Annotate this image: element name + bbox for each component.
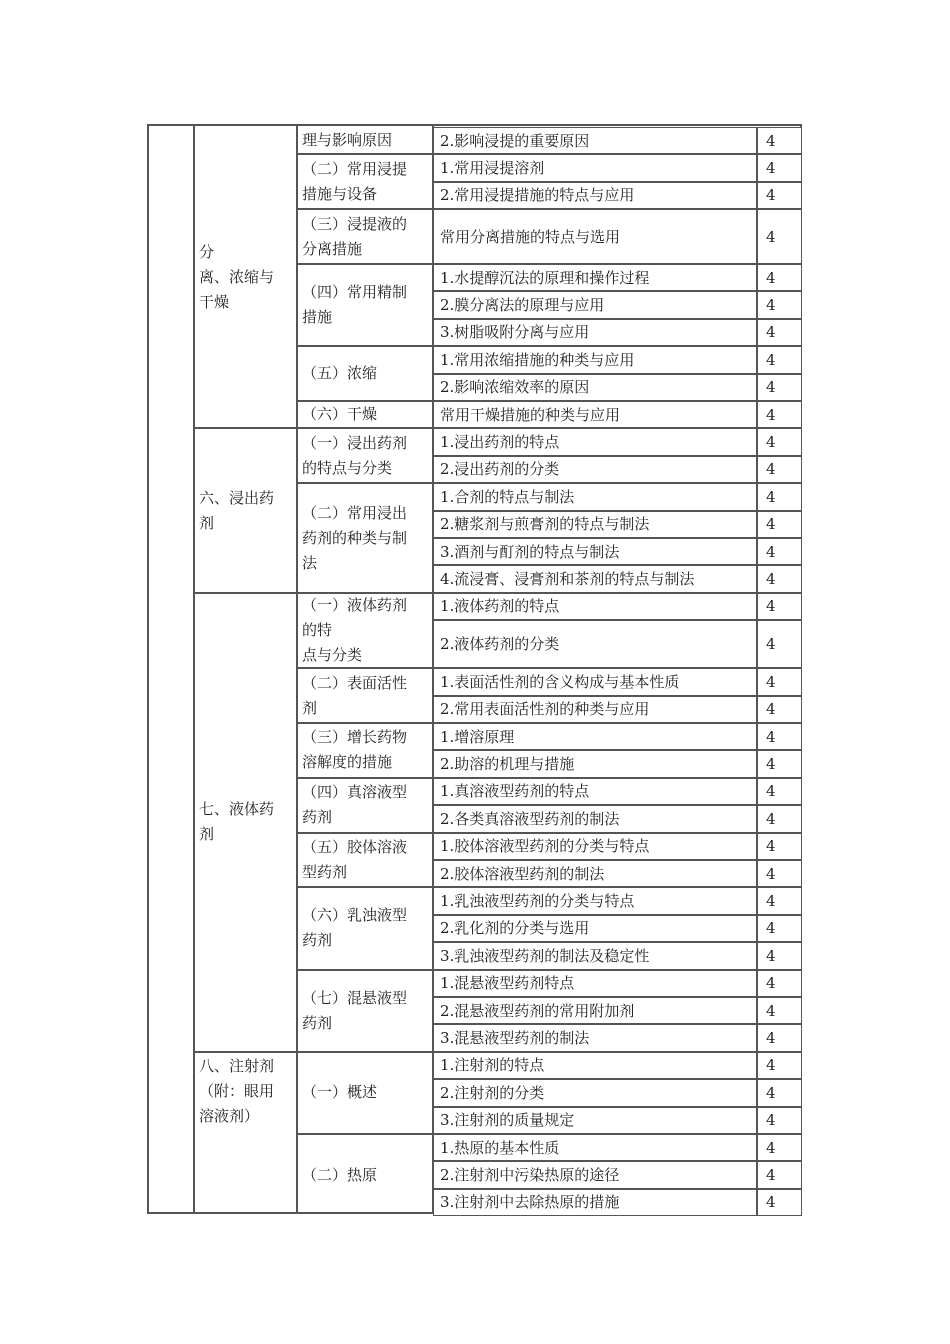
- section-title: [193, 1054, 296, 1129]
- table-divider: [296, 969, 433, 971]
- item-text-cell: 2.糖浆剂与煎膏剂的特点与制法: [433, 511, 757, 538]
- subsection-title: [296, 212, 433, 262]
- subsection-title-line: 药剂的种类与制: [302, 528, 408, 547]
- item-hours-cell: 4: [757, 620, 802, 668]
- item-hours-cell: 4: [757, 750, 802, 777]
- item-hours-cell: 4: [757, 127, 802, 154]
- subsection-title-line: 措施与设备: [302, 184, 378, 203]
- table-divider: [296, 345, 433, 347]
- subsection-title-line: 措施: [302, 308, 333, 327]
- item-hours-cell: 4: [757, 319, 802, 346]
- subsection-title-line: （二）常用浸出: [302, 503, 408, 522]
- item-text-cell: 1.常用浸提溶剂: [433, 154, 757, 181]
- table-divider: [296, 263, 433, 265]
- item-text-cell: 常用分离措施的特点与选用: [433, 209, 757, 264]
- section-title-line: 八、注射剂: [199, 1056, 275, 1075]
- subsection-title-line: （六）乳浊液型: [302, 906, 408, 925]
- item-hours-cell: 4: [757, 346, 802, 373]
- table-divider: [296, 667, 433, 669]
- item-hours-cell: 4: [757, 593, 802, 620]
- item-text-cell: 3.酒剂与酊剂的特点与制法: [433, 538, 757, 565]
- section-title-line: 六、浸出药: [199, 488, 275, 507]
- item-hours-cell: 4: [757, 374, 802, 401]
- item-hours-cell: 4: [757, 182, 802, 209]
- item-hours-cell: 4: [757, 538, 802, 565]
- section-title-line: 分: [199, 243, 215, 262]
- section-title-line: 溶液剂）: [199, 1106, 260, 1125]
- section-title: [193, 486, 296, 536]
- subsection-title: [296, 501, 433, 576]
- subsection-title-line: （二）常用浸提: [302, 159, 408, 178]
- section-title-line: （附：眼用: [199, 1081, 275, 1100]
- item-hours-cell: 4: [757, 696, 802, 723]
- section-title-line: 七、液体药: [199, 800, 275, 819]
- table-divider: [193, 427, 433, 429]
- subsection-title: [296, 402, 433, 427]
- item-hours-cell: 4: [757, 401, 802, 428]
- subsection-title-line: （六）干燥: [302, 405, 378, 424]
- item-hours-cell: 4: [757, 291, 802, 318]
- item-hours-cell: 4: [757, 483, 802, 510]
- item-text-cell: 2.常用表面活性剂的种类与应用: [433, 696, 757, 723]
- subsection-title: [296, 780, 433, 830]
- subsection-title: [296, 986, 433, 1036]
- item-hours-cell: 4: [757, 887, 802, 914]
- subsection-title-line: 溶解度的措施: [302, 753, 393, 772]
- subsection-title-line: （一）浸出药剂: [302, 433, 408, 452]
- table-divider: [296, 126, 298, 1212]
- subsection-title-line: （四）真溶液型: [302, 783, 408, 802]
- subsection-title: [296, 903, 433, 953]
- table-divider: [193, 126, 195, 1212]
- table-divider: [296, 208, 433, 210]
- subsection-title: [296, 431, 433, 481]
- section-title-line: 剂: [199, 825, 215, 844]
- subsection-title-line: （七）混悬液型: [302, 988, 408, 1007]
- table-divider: [296, 400, 433, 402]
- subsection-title: [296, 593, 433, 668]
- item-hours-cell: 4: [757, 456, 802, 483]
- item-hours-cell: 4: [757, 154, 802, 181]
- item-hours-cell: 4: [757, 1161, 802, 1188]
- subsection-title-line: （一）概述: [302, 1083, 378, 1102]
- item-text-cell: 1.注射剂的特点: [433, 1052, 757, 1079]
- item-text-cell: 1.常用浓缩措施的种类与应用: [433, 346, 757, 373]
- item-hours-cell: 4: [757, 209, 802, 264]
- item-hours-cell: 4: [757, 428, 802, 455]
- item-text-cell: 2.胶体溶液型药剂的制法: [433, 860, 757, 887]
- item-text-cell: 2.影响浸提的重要原因: [433, 127, 757, 154]
- subsection-title-line: 药剂: [302, 1013, 333, 1032]
- item-text-cell: 2.各类真溶液型药剂的制法: [433, 805, 757, 832]
- item-hours-cell: 4: [757, 1079, 802, 1106]
- item-text-cell: 2.注射剂中污染热原的途径: [433, 1161, 757, 1188]
- subsection-title-line: （五）浓缩: [302, 364, 378, 383]
- item-text-cell: 1.合剂的特点与制法: [433, 483, 757, 510]
- item-text-cell: 2.浸出药剂的分类: [433, 456, 757, 483]
- item-hours-cell: 4: [757, 511, 802, 538]
- table-divider: [296, 777, 433, 779]
- subsection-title: [296, 1163, 433, 1188]
- item-text-cell: 1.水提醇沉法的原理和操作过程: [433, 264, 757, 291]
- table-divider: [296, 482, 433, 484]
- table-divider: [193, 1051, 433, 1053]
- item-text-cell: 1.混悬液型药剂特点: [433, 970, 757, 997]
- item-text-cell: 2.膜分离法的原理与应用: [433, 291, 757, 318]
- item-text-cell: 3.混悬液型药剂的制法: [433, 1024, 757, 1051]
- item-text-cell: 1.增溶原理: [433, 723, 757, 750]
- section-title: [193, 240, 296, 315]
- item-text-cell: 常用干燥措施的种类与应用: [433, 401, 757, 428]
- item-text-cell: 3.树脂吸附分离与应用: [433, 319, 757, 346]
- item-text-cell: 2.混悬液型药剂的常用附加剂: [433, 997, 757, 1024]
- item-text-cell: 1.真溶液型药剂的特点: [433, 778, 757, 805]
- subsection-title: [296, 128, 433, 153]
- item-hours-cell: 4: [757, 805, 802, 832]
- subsection-title-line: 的特点与分类: [302, 458, 393, 477]
- table-divider: [296, 886, 433, 888]
- subsection-title-line: （二）表面活性: [302, 673, 408, 692]
- subsection-title: [296, 1080, 433, 1105]
- section-title: [193, 797, 296, 847]
- item-text-cell: 2.助溶的机理与措施: [433, 750, 757, 777]
- subsection-title-line: 型药剂: [302, 862, 348, 881]
- item-text-cell: 1.浸出药剂的特点: [433, 428, 757, 455]
- section-title-line: 离、浓缩与: [199, 268, 275, 287]
- item-text-cell: 2.液体药剂的分类: [433, 620, 757, 668]
- item-text-cell: 1.液体药剂的特点: [433, 593, 757, 620]
- table-divider: [296, 153, 433, 155]
- subsection-title: [296, 671, 433, 721]
- subsection-title-line: （三）浸提液的: [302, 214, 408, 233]
- subsection-title-line: 理与影响原因: [302, 131, 393, 150]
- section-title-line: 剂: [199, 513, 215, 532]
- item-hours-cell: 4: [757, 778, 802, 805]
- item-hours-cell: 4: [757, 1134, 802, 1161]
- item-hours-cell: 4: [757, 997, 802, 1024]
- subsection-title-line: 药剂: [302, 931, 333, 950]
- subsection-title: [296, 725, 433, 775]
- subsection-title: [296, 361, 433, 386]
- item-text-cell: 2.影响浓缩效率的原因: [433, 374, 757, 401]
- subsection-title-line: （三）增长药物: [302, 728, 408, 747]
- item-text-cell: 3.乳浊液型药剂的制法及稳定性: [433, 942, 757, 969]
- table-divider: [296, 1133, 433, 1135]
- item-text-cell: 1.表面活性剂的含义构成与基本性质: [433, 668, 757, 695]
- item-hours-cell: 4: [757, 915, 802, 942]
- subsection-title-line: 点与分类: [302, 645, 363, 664]
- item-hours-cell: 4: [757, 1189, 802, 1216]
- item-hours-cell: 4: [757, 1107, 802, 1134]
- subsection-title-line: 剂: [302, 698, 318, 717]
- subsection-title-line: 法: [302, 553, 318, 572]
- item-hours-cell: 4: [757, 1052, 802, 1079]
- subsection-title-line: 的特: [302, 620, 333, 639]
- subsection-title-line: （一）液体药剂: [302, 595, 408, 614]
- item-hours-cell: 4: [757, 970, 802, 997]
- item-text-cell: 4.流浸膏、浸膏剂和茶剂的特点与制法: [433, 565, 757, 592]
- subsection-title-line: 药剂: [302, 808, 333, 827]
- subsection-title-line: （四）常用精制: [302, 283, 408, 302]
- table-divider: [296, 832, 433, 834]
- item-hours-cell: 4: [757, 833, 802, 860]
- item-text-cell: 2.常用浸提措施的特点与应用: [433, 182, 757, 209]
- table-divider: [432, 126, 434, 1212]
- subsection-title: [296, 157, 433, 207]
- item-text-cell: 2.注射剂的分类: [433, 1079, 757, 1106]
- table-divider: [193, 592, 433, 594]
- item-text-cell: 3.注射剂的质量规定: [433, 1107, 757, 1134]
- item-text-cell: 2.乳化剂的分类与选用: [433, 915, 757, 942]
- section-title-line: 干燥: [199, 293, 230, 312]
- item-hours-cell: 4: [757, 565, 802, 592]
- subsection-title: [296, 835, 433, 885]
- item-text-cell: 1.热原的基本性质: [433, 1134, 757, 1161]
- item-hours-cell: 4: [757, 1024, 802, 1051]
- subsection-title-line: 分离措施: [302, 239, 363, 258]
- item-hours-cell: 4: [757, 723, 802, 750]
- item-hours-cell: 4: [757, 264, 802, 291]
- item-hours-cell: 4: [757, 668, 802, 695]
- item-hours-cell: 4: [757, 942, 802, 969]
- subsection-title-line: （五）胶体溶液: [302, 837, 408, 856]
- item-hours-cell: 4: [757, 860, 802, 887]
- item-text-cell: 1.乳浊液型药剂的分类与特点: [433, 887, 757, 914]
- item-text-cell: 3.注射剂中去除热原的措施: [433, 1189, 757, 1216]
- subsection-title-line: （二）热原: [302, 1165, 378, 1184]
- subsection-title: [296, 280, 433, 330]
- item-text-cell: 1.胶体溶液型药剂的分类与特点: [433, 833, 757, 860]
- table-divider: [296, 722, 433, 724]
